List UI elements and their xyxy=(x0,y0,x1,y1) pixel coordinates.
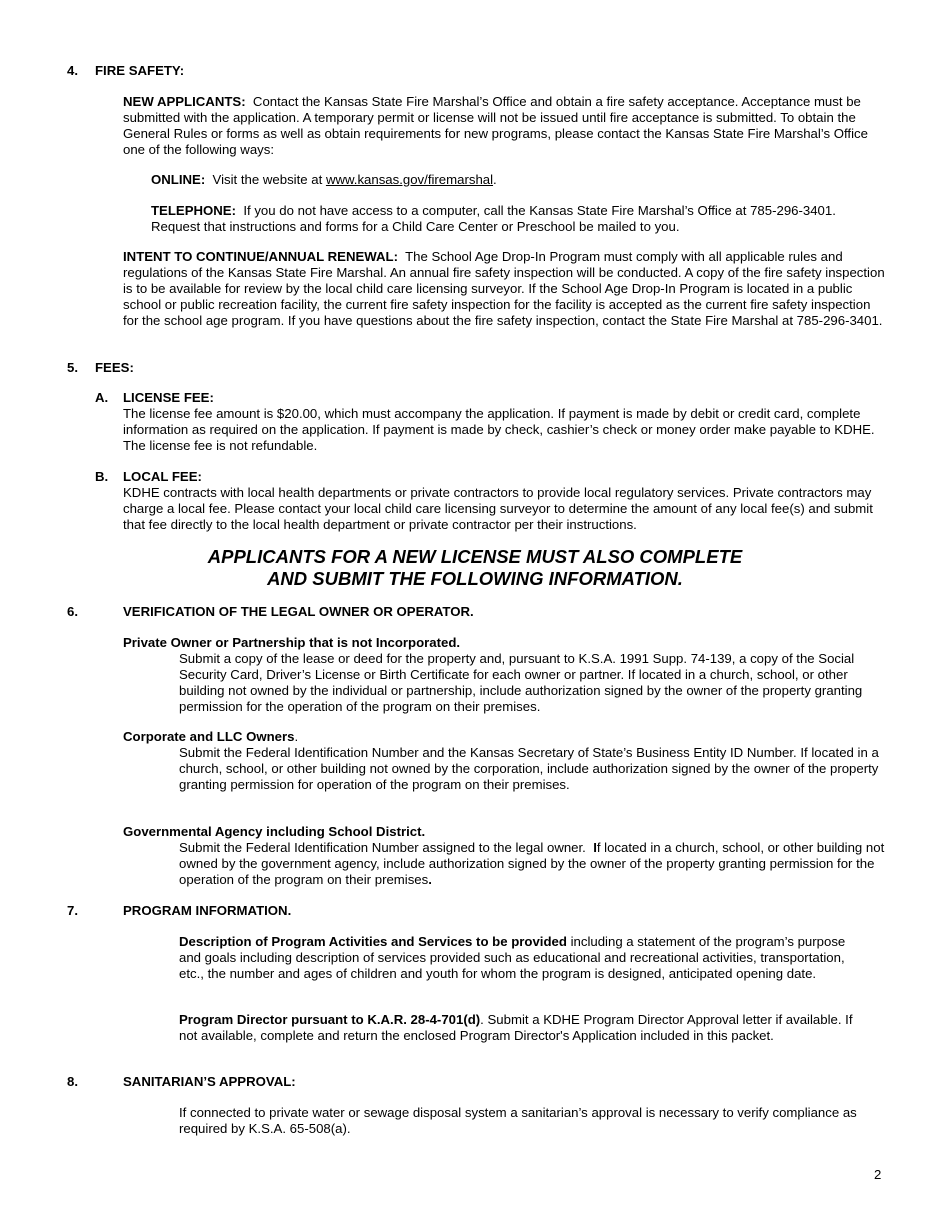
new-applicants-paragraph xyxy=(123,94,885,158)
telephone-paragraph xyxy=(151,203,885,235)
program-description-label: Description of Program Activities and Services to be provided xyxy=(179,934,567,949)
section-8-title: SANITARIAN’S APPROVAL: xyxy=(123,1074,296,1089)
new-applicants-label: NEW APPLICANTS: xyxy=(123,94,246,109)
program-director-text: . Submit a KDHE Program Director Approval letter if available. If not available, complete and return the enclosed Program Director's Application included in this packet. xyxy=(179,1012,853,1043)
section-7-title: PROGRAM INFORMATION. xyxy=(123,903,292,918)
private-owner-title: Private Owner or Partnership that is not Incorporated. xyxy=(123,635,461,650)
license-fee-title: LICENSE FEE: xyxy=(123,390,214,405)
governmental-agency-text-b: I xyxy=(593,840,597,855)
license-fee-text: The license fee amount is $20.00, which must accompany the application. If payment is made by debit or credit card, complete information as required on the application. If payment is made by check, cashier’s check or money order make payable to KDHE. The license fee is not refundable. xyxy=(123,406,875,453)
telephone-label: TELEPHONE: xyxy=(151,203,236,218)
annual-renewal-paragraph xyxy=(123,249,885,329)
new-applicants-text: Contact the Kansas State Fire Marshal’s Office and obtain a fire safety acceptance. Acceptance must be submitted with the application. A temporary permit or license will not be issued until fire acceptance is submitted. To obtain the General Rules or forms as well as obtain requirements for new programs, please contact the Kansas State Fire Marshal’s Office one of the following ways: xyxy=(123,94,868,157)
page-number: 2 xyxy=(874,1167,882,1182)
local-fee-text: KDHE contracts with local health departments or private contractors to provide local regulatory services. Private contractors may charge a local fee. Please contact your local child care licensing surveyor to determine the amount of any local fee(s) and submit that fee directly to the local health department or private contractor per their instructions. xyxy=(123,485,873,532)
annual-renewal-label: INTENT TO CONTINUE/ANNUAL RENEWAL: xyxy=(123,249,398,264)
private-owner-text: Submit a copy of the lease or deed for the property and, pursuant to K.S.A. 1991 Supp. 74-139, a copy of the Social Security Card, Driver’s License or Birth Certificate for each owner or partner. If located in a church, school, or other building not owned by the individual or partnership, include authorization signed by the owner of the property granting permission for the operation of the program on their premises. xyxy=(179,651,863,714)
governmental-agency-title: Governmental Agency including School District. xyxy=(123,824,426,839)
program-description-paragraph xyxy=(179,934,869,982)
online-paragraph xyxy=(151,172,885,188)
annual-renewal-text: The School Age Drop-In Program must comply with all applicable rules and regulations of the Kansas State Fire Marshal. An annual fire safety inspection will be conducted. A copy of the fire safety inspection is to be available for review by the local child care licensing surveyor. If the School Age Drop-In Program is located in a public school or public recreation facility, the current fire safety inspection for the facility is accepted as the current fire safety inspection for the school age program. If you have questions about the fire safety inspection, contact the State Fire Marshal at 785-296-3401. xyxy=(123,249,885,328)
section-6-title: VERIFICATION OF THE LEGAL OWNER OR OPERATOR. xyxy=(123,604,474,619)
program-description-text: including a statement of the program’s purpose and goals including description of services provided such as educational and recreational activities, transportation, etc., the number and ages of children and youth for whom the program is designed, anticipated opening date. xyxy=(179,934,846,981)
section-8-number: 8. xyxy=(67,1074,78,1089)
section-4-number: 4. xyxy=(67,63,78,78)
corporate-owner-heading xyxy=(123,729,298,745)
corporate-owner-title: Corporate and LLC Owners xyxy=(123,729,295,744)
governmental-agency-text-a: Submit the Federal Identification Number assigned to the legal owner. xyxy=(179,840,586,855)
section-5-number: 5. xyxy=(67,360,78,375)
new-license-banner-line-1: APPLICANTS FOR A NEW LICENSE MUST ALSO COMPLETE xyxy=(207,546,743,567)
governmental-agency-text xyxy=(179,840,887,888)
online-label: ONLINE: xyxy=(151,172,206,187)
governmental-agency-text-d: . xyxy=(428,872,432,887)
program-director-label: Program Director pursuant to K.A.R. 28-4-701(d) xyxy=(179,1012,481,1027)
telephone-text: If you do not have access to a computer, call the Kansas State Fire Marshal’s Office at 785-296-3401. Request that instructions and forms for a Child Care Center or Preschool be mailed to you. xyxy=(151,203,836,234)
online-period: . xyxy=(493,172,497,187)
local-fee-letter: B. xyxy=(95,469,109,484)
section-5-title: FEES: xyxy=(95,360,134,375)
corporate-owner-period: . xyxy=(294,729,299,744)
firemarshal-link[interactable]: www.kansas.gov/firemarshal xyxy=(325,172,494,187)
section-4-title: FIRE SAFETY: xyxy=(95,63,185,78)
corporate-owner-text: Submit the Federal Identification Number and the Kansas Secretary of State’s Business Entity ID Number. If located in a church, school, or other building not owned by the corporation, include authorization signed by the owner of the property granting permission for operation of the program on their premises. xyxy=(179,745,879,792)
section-7-number: 7. xyxy=(67,903,78,918)
section-6-number: 6. xyxy=(67,604,78,619)
program-director-paragraph xyxy=(179,1012,869,1044)
local-fee-title: LOCAL FEE: xyxy=(123,469,202,484)
new-license-banner-line-2: AND SUBMIT THE FOLLOWING INFORMATION. xyxy=(267,568,683,589)
online-text: Visit the website at xyxy=(212,172,323,187)
sanitarian-approval-text: If connected to private water or sewage disposal system a sanitarian’s approval is necessary to verify compliance as required by K.S.A. 65-508(a). xyxy=(179,1105,857,1136)
governmental-agency-text-c: f located in a church, school, or other building not owned by the government agency, include authorization signed by the owner of the property granting permission for the operation of the program on their premises xyxy=(179,840,885,887)
license-fee-letter: A. xyxy=(95,390,109,405)
